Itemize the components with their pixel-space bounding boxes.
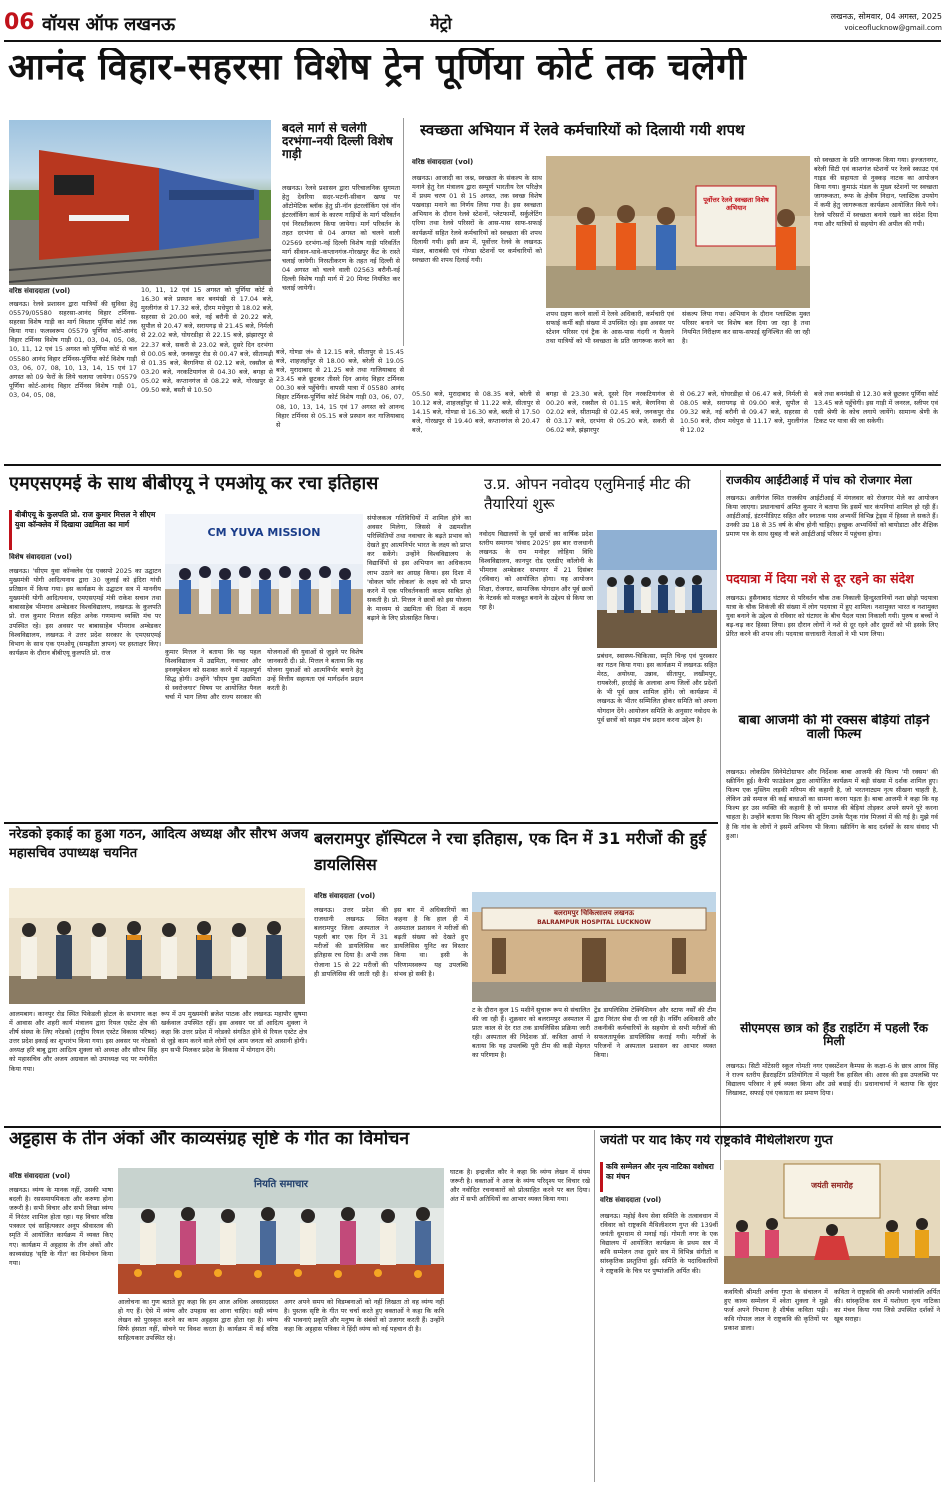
padyatra-headline: पदयात्रा में दिया नशे से दूर रहने का संदेश (726, 572, 914, 586)
atthas-banner-text: नियति समाचार (253, 1179, 309, 1190)
maithili-body-3: कविता ने राष्ट्रकवि की अपनी भावांजलि अर्पित की। सांस्कृतिक सत्र में यशोधरा नृत्य नाटिका का मंचन किया गया जिसे उपस्थित दर्शकों ने खूब सराहा। (834, 1288, 940, 1324)
atthas-photo (118, 1168, 444, 1294)
atthas-body-4: घाटक है। इन्द्रजीत कौर ने कहा कि व्यंग्य लेखन में संयम जरूरी है। वक्ताओं ने आज के व्यंग्य परिदृश्य पर विचार रखे और नवोदित रचनाकारों को प्रोत्साहित करने पर बल दिया। अंत में सभी अतिथियों का आभार व्यक्त किया गया। (450, 1168, 590, 1204)
main-byline: वरिष्ठ संवाददाता (vol) (9, 287, 71, 295)
main-body-7: बजे तथा बनमंखी से 12.30 बजे छूटकर पूर्णिया कोर्ट 13.45 बजे पहुँचेगी। इस गाड़ी में जनरल, स्लीपर एवं एसी श्रेणी के कोच लगाये जायेंगे। सामान्य श्रेणी के टिकट पर यात्रा की जा सकेगी। (814, 390, 938, 426)
cms-body: लखनऊ। सिटी मोंटेसरी स्कूल गोमती नगर एक्सटेंशन कैम्पस के कक्षा-6 के छात्र आरव सिंह ने राज्य स्तरीय हैंडराइटिंग प्रतियोगिता में पहली रैंक हासिल की। आरव की इस उपलब्धि पर विद्यालय परिवार ने हर्ष व्यक्त किया और उसे बधाई दी। प्रधानाचार्या ने बताया कि सुंदर लिखावट, सफाई एवं एकाग्रता का प्रमाण दिया। (726, 1062, 938, 1098)
iti-body: लखनऊ। अलीगंज स्थित राजकीय आईटीआई में मंगलवार को रोजगार मेले का आयोजन किया जाएगा। प्रधानाचार्य अमित कुमार ने बताया कि इसमें चार कंपनियां शामिल हो रही हैं। आईटीआई, इंटरमीडिएट सहित और स्नातक पास अभ्यर्थी विभिन्न ट्रेड्स में हिस्सा ले सकते हैं। उनकी उम्र 18 से 35 वर्ष के बीच होनी चाहिए। इच्छुक अभ्यर्थियों को बायोडाटा और शैक्षिक प्रमाण पत्र के साथ सुबह नौ बजे आईटीआई परिसर में पहुंचना होगा। (726, 494, 938, 539)
bbau-subhead: बीबीएयू के कुलपति प्रो. राज कुमार मित्तल ने सीएम युवा कॉन्क्लेव में दिखाया उद्यमिता का मार्ग (9, 510, 159, 550)
paper-name: वॉयस ऑफ लखनऊ (42, 14, 176, 35)
maithili-body-2: कवयित्री श्रीमती अर्चना गुप्ता के संचालन में हुए काव्य सम्मेलन में श्वेता शुक्ला ने मुझे फर्ज अपने निभाना है शीर्षक कविता पढ़ी। कवि गोपाल लाल ने राष्ट्रकवि की कृतियों पर प्रकाश डाला। (724, 1288, 828, 1333)
hospital-sign-hindi: बलरामपुर चिकित्सालय लखनऊ (554, 909, 634, 917)
iti-headline: राजकीय आईटीआई में पांच को रोजगार मेला (726, 474, 912, 487)
swachhta-photo (546, 156, 810, 308)
main-body-6: से 06.27 बजे, घोघरडीहा से 06.47 बजे, निर्मली से 08.05 बजे, सरायगढ़ से 09.00 बजे, सुपौल से 09.32 बजे, नई बरौनी से 09.47 बजे, सहरसा से 10.50 बजे, दौरम मधेपुरा से 11.17 बजे, मुरलीगंज से 12.02 (680, 390, 808, 435)
navodaya-body-2: प्रबंधन, स्वास्थ्य-चिकित्सा, स्मृति चिन्ह एवं पुरस्कार का गठन किया गया। इस कार्यक्रम में लखनऊ सहित मेरठ, अयोध्या, उन्नाव, सीतापुर, लखीमपुर, रायबरेली, हरदोई के अलावा अन्य जिलों और प्रदेशों के भी पूर्व छात्र शामिल होंगे। जो कार्यक्रम में लखनऊ के भीतर सम्मिलित होकर समिति को अपना योगदान देंगे। आयोजन समिति के अनुसार नवोदय के पूर्व छात्रों को साझा मंच प्रदान करना उद्देश्य है। (597, 652, 717, 724)
bbau-byline: विशेष संवाददाता (vol) (9, 553, 73, 561)
masthead (0, 0, 945, 40)
page-number: 06 (4, 10, 35, 35)
atthas-body-2: आलोचना का गुण बताते हुए कहा कि हम आज अधिक अवसादग्रस्त हो गए हैं। ऐसे में व्यंग्य और उपहास का आना चाहिए। सही व्यंग्य लेखन को पुरस्कृत करने का काम अट्टहास द्वारा होता रहा है। व्यंग्य सिर्फ हंसाता नहीं, सोचने पर विवश करता है। कार्यक्रम में कई वरिष्ठ साहित्यकार उपस्थित रहे। (118, 1298, 278, 1343)
maithili-headline: जयंती पर याद किए गये राष्ट्रकवि मैथिलीशरण गुप्त (600, 1134, 833, 1148)
navodaya-body-1: नवोदय विद्यालयों के पूर्व छात्रों का वार्षिक प्रदेश स्तरीय समागम 'संवाद 2025' इस बार राजधानी लखनऊ के राम मनोहर लोहिया विधि विश्वविद्यालय, कानपुर रोड एलडीए कॉलोनी के भीमराव अम्बेडकर सभागार में 21 दिसंबर (रविवार) को आयोजित होगा। यह आयोजन शिक्षा, रोजगार, सामाजिक योगदान और पूर्व छात्रों के नेटवर्क को मजबूत बनाने के उद्देश्य से किया जा रहा है। (479, 530, 593, 611)
swachhta-banner-text: पूर्वोत्तर रेलवे स्वच्छता विशेष अभियान (703, 196, 769, 213)
main-body-3: बजे, गोण्डा जं० से 12.15 बजे, सीतापुर से 15.45 बजे, शाहजहाँपुर से 18.00 बजे, बरेली से 19.05 बजे, मुरादाबाद से 21.25 बजे तथा गाजियाबाद से 23.45 बजे छूटकर तीसरे दिन आनंद विहार टर्मिनस 00.30 बजे पहुँचेगी। वापसी यात्रा में 05580 आनंद विहार टर्मिनस-पूर्णिया कोर्ट विशेष गाड़ी 03, 06, 07, 08, 10, 13, 14, 15 एवं 17 अगस्त को आनन्द विहार टर्मिनस से 05.15 बजे प्रस्थान कर गाजियाबाद से (276, 348, 404, 429)
atthas-byline: वरिष्ठ संवाददाता (vol) (9, 1172, 71, 1180)
cms-headline: सीएमएस छात्र को हैंड राइटिंग में पहली रैंक मिली (740, 1022, 928, 1049)
azmi-headline: बाबा आजमी की मी रक्सस बेड़ियां तोड़ने वाली फिल्म (738, 714, 930, 743)
balrampur-body-3: ट्रेंड डायलिसिस टेक्निशियन और स्टाफ नर्सों की टीम द्वारा निरंतर सेवा दी जा रही है। नर्सिंग अधिकारी और तकनीकी कर्मचारियों के सहयोग से सभी मरीजों की सफलतापूर्वक डायलिसिस कराई गयी। मरीजों के परिजनों ने अस्पताल प्रशासन का आभार व्यक्त किया। (594, 1006, 716, 1060)
darbhanga-headline: बदले मार्ग से चलेगी दरभंगा-नयी दिल्ली विशेष गाड़ी (282, 122, 393, 162)
maithili-byline: वरिष्ठ संवाददाता (vol) (600, 1196, 662, 1204)
bbau-body-2: कुमार मित्तल ने बताया कि यह पहल विश्वविद्यालय में उद्यमिता, नवाचार और इनक्यूबेशन को सशक्त करने में महत्वपूर्ण सिद्ध होगी। उन्होंने 'सीएम युवा उद्यमिता से स्वरोजगार' विषय पर आयोजित पैनल चर्चा में भाग लिया और राज्य सरकार की योजनाओं की युवाओं से जुड़ने पर विशेष जानकारी दी। प्रो. मित्तल ने बताया कि यह योजना युवाओं को आत्मनिर्भर बनाने हेतु उन्हें वित्तीय सहायता एवं मार्गदर्शन प्रदान करती है। (165, 648, 363, 702)
naredco-headline: नरेडको इकाई का हुआ गठन, आदित्य अध्यक्ष और सौरभ अजय महासचिव उपाध्यक्ष चयनित (9, 827, 309, 861)
main-body-4: 05.50 बजे, मुरादाबाद से 08.35 बजे, बरेली से 10.12 बजे, शाहजहाँपुर से 11.22 बजे, सीतापुर से 14.15 बजे, गोण्डा से 16.30 बजे, बस्ती से 17.50 बजे, गोरखपुर से 19.40 बजे, कप्तानगंज से 20.47 बजे, (412, 390, 540, 435)
cm-yuva-banner: CM YUVA MISSION (207, 526, 321, 539)
atthas-body-1: लखनऊ। व्यंग्य के मानक नहीं, उसकी भाषा बदली है। रससमायमिकता और करुणा होना जरूरी है। सभी विचार और सभी लिखा व्यंग्य में निरंतर शामिल होता रहा। यह विचार वरिष्ठ पत्रकार एवं साहित्यकार अनूप श्रीवास्तव की स्मृति में आयोजित कार्यक्रम में व्यक्त किए गए। कार्यक्रम में अट्टहास के तीन अंकों और काव्यसंग्रह 'सृष्टि के गीत' का विमोचन किया गया। (9, 1186, 113, 1267)
swachhta-byline: वरिष्ठ संवाददाता (vol) (412, 158, 474, 166)
main-body-1: लखनऊ। रेलवे प्रशासन द्वारा यात्रियों की सुविधा हेतु 05579/05580 सहरसा-आनंद विहार टर्मिनस-सहरसा विशेष गाड़ी का मार्ग विस्तार पूर्णिया कोर्ट तक किया गया। फलस्वरूप 05579 पूर्णिया कोर्ट-आनंद विहार टर्मिनस विशेष गाड़ी 01, 03, 04, 05, 08, 10, 11, 12 एवं 15 अगस्त को पूर्णिया कोर्ट से चल 05580 आनंद विहार टर्मिनस-पूर्णिया कोर्ट विशेष गाड़ी 03, 06, 07, 08, 10, 13, 14, 15 एवं 17 अगस्त को 09 फेरों के लिये चलाया जायेगा। 05579 पूर्णिया कोर्ट-आनंद विहार टर्मिनस विशेष गाड़ी 01, 03, 04, 05, 08, (9, 300, 137, 399)
swachhta-headline: स्वच्छता अभियान में रेलवे कर्मचारियों को दिलायी गयी शपथ (420, 122, 745, 139)
bbau-headline: एमएसएमई के साथ बीबीएयू ने एमओयू कर रचा इतिहास (9, 474, 379, 494)
swachhta-body-1: लखनऊ। आजादी का जश्न, स्वच्छता के संकल्प के साथ मनाने हेतु रेल मंत्रालय द्वारा सम्पूर्ण भारतीय रेल परिक्षेत्र में प्रथम चरण 01 से 15 अगस्त, तक स्वच्छ विशेष पखवाड़ा मनाने का निर्णय लिया गया है। इस स्वच्छता अभियान के दौरान रेलवे स्टेशनों, प्लेटफार्मों, सर्कुलेटिंग एरिया तथा रेलवे परिसरों के आस-पास साफ-सफाई कार्यक्रमों सहित रेलवे कर्मचारियों को स्वच्छता की शपथ दिलायी गयी। इसी क्रम में, पूर्वोत्तर रेलवे के लखनऊ मंडल, बाराबंकी एवं गोण्डा स्टेशनों पर कर्मचारियों को स्वच्छता की शपथ दिलाई गयी। (412, 174, 542, 264)
train-photo (9, 120, 271, 285)
darbhanga-body: लखनऊ। रेलवे प्रशासन द्वारा परिचालनिक सुगमता हेतु देवरिया सदर-भटनी-सीवान खण्ड पर ऑटोमेटिक ब्लॉक हेतु प्री-नॉन इंटरलॉकिंग एवं नॉन इंटरलॉकिंग कार्य के कारण गाड़ियों के मार्ग परिवर्तन एवं निरस्तीकरण किया जायेगा। मार्ग परिवर्तन के तहत दरभंगा से 04 अगस्त को चलने वाली 02569 दरभंगा-नई दिल्ली विशेष गाड़ी परिवर्तित मार्ग सीवान-थावे-कप्तानगंज-गोरखपुर कैंट के रास्ते चलाई जायेगी। निरस्तीकरण के तहत नई दिल्ली से 04 अगस्त को चलने वाली 02563 बरौनी-नई दिल्ली विशेष गाड़ी मार्ग में 20 मिनट नियंत्रित कर चलाई जायेगी। (282, 184, 400, 293)
navodaya-headline: उ.प्र. ओपन नवोदय एलुमिनाई मीट की तैयारियां शुरू (484, 475, 691, 514)
balrampur-body-2: ट के दौरान कुल 15 मशीनें सुचारू रूप से संचालित की जा रही हैं। शुक्रवार को बलरामपुर अस्पताल में प्रातः काल से देर रात तक डायलिसिस प्रक्रिया जारी रही। अस्पताल की निदेशक डॉ. कविता आर्या ने बताया कि यह उपलब्धि पूरी टीम की कड़ी मेहनत का परिणाम है। (472, 1006, 590, 1060)
atthas-body-3: अगर अपने समय को विडम्बनाओं को नहीं लिखता तो वह व्यंग्य नहीं है। पुस्तक सृष्टि के गीत पर चर्चा करते हुए वक्ताओं ने कहा कि कवि की भावनाएं प्रकृति और मनुष्य के संबंधों को उजागर करती हैं। उन्होंने कहा कि अट्टहास पत्रिका ने हिंदी व्यंग्य को नई पहचान दी है। (284, 1298, 444, 1334)
section-name: मेट्रो (430, 14, 452, 33)
maithili-body-1: लखनऊ। महोई वैश्य सेवा समिति के तत्वावधान में रविवार को राष्ट्रकवि मैथिलीशरण गुप्त की 139वीं जयंती धूमधाम से मनाई गई। गोमती नगर के एक विद्यालय में आयोजित कार्यक्रम के प्रथम सत्र में कवि सम्मेलन तथा दूसरे सत्र में विभिन्न संगीतो व सांस्कृतिक प्रस्तुतियां हुईं। समिति के पदाधिकारियों ने राष्ट्रकवि के चित्र पर पुष्पांजलि अर्पित की। (600, 1212, 718, 1275)
balrampur-headline: बलरामपुर हॉस्पिटल ने रचा इतिहास, एक दिन में 31 मरीजों की हुई डायलिसिस (314, 829, 707, 874)
azmi-body: लखनऊ। लोकप्रिय सिनेमेटोग्राफर और निर्देशक बाबा आजमी की फिल्म 'मी रक्सम' की स्क्रीनिंग हुई। कैफी फाउंडेशन द्वारा आयोजित कार्यक्रम में बड़ी संख्या में दर्शक शामिल हुए। फिल्म एक मुस्लिम लड़की मरियम की कहानी है, जो भरतनाट्यम नृत्य सीखना चाहती है, लेकिन उसे समाज की कई बाधाओं का सामना करना पड़ता है। बाबा आजमी ने कहा कि यह फिल्म हर उस व्यक्ति की कहानी है जो समाज की बेड़ियां तोड़कर अपने सपने पूरे करना चाहता है। उन्होंने बताया कि फिल्म की शूटिंग उनके पैतृक गांव मिजवां में की गई है। मुझे गर्व है कि गांव के लोगों ने इसमें अभिनय भी किया। स्क्रीनिंग के बाद दर्शकों के साथ संवाद भी हुआ। (726, 768, 938, 840)
bbau-photo (165, 514, 363, 644)
naredco-body-2: रूप में उप मुख्यमंत्री ब्रजेश पाठक और लखनऊ महापौर सुषमा खर्कवाल उपस्थित रहीं। इस अवसर पर डॉ आदित्य शुक्ला ने कहा कि उत्तर प्रदेश में नरेडको संगठित होने से रियल एस्टेट क्षेत्र से जुड़े काम करने वाले लोगों एवं आम जनता को आसानी होगी। हम सभी मिलकर प्रदेश के विकास में योगदान देंगे। (161, 1010, 307, 1055)
navodaya-photo (597, 530, 717, 648)
atthas-headline: अट्टहास के तीन अंकों और काव्यसंग्रह सृष्टि के गीत का विमोचन (9, 1130, 410, 1149)
hospital-sign-english: BALRAMPUR HOSPITAL LUCKNOW (537, 919, 651, 926)
bbau-body-3: संयोजकत्व गतिविधियों में शामिल होने का अवसर मिलेगा, जिससे वे उद्यमशील परिस्थितियों तथा नवाचार के बढ़ते प्रभाव को देखते हुए आत्मनिर्भर भारत के लक्ष्य को प्राप्त कर सकेंगे। उन्होंने विश्वविद्यालय के विद्यार्थियों से इस अभियान का अधिकतम लाभ उठाने का आग्रह किया। इस दिशा में 'वोकल फॉर लोकल' के लक्ष्य को भी प्राप्त करने में एक परिवर्तनकारी कदम साबित हो सकती है। प्रो. मित्तल ने छात्रों को इस योजना के माध्यम से उद्यमिता की दिशा में कदम बढ़ाने के लिए प्रोत्साहित किया। (367, 514, 471, 623)
main-body-2: 10, 11, 12 एवं 15 अगस्त को पूर्णिया कोर्ट से 16.30 बजे प्रस्थान कर बनमंखी से 17.04 बजे, मुरलीगंज से 17.32 बजे, दौरम मधेपुरा से 18.02 बजे, सहरसा से 20.00 बजे, नई बरौनी से 20.22 बजे, सुपौल से 20.47 बजे, सरायगढ़ से 21.45 बजे, निर्मली से 22.02 बजे, घोघरडीहा से 22.15 बजे, झंझारपुर से 22.37 बजे, सकरी से 23.02 बजे, दूसरे दिन दरभंगा से 00.05 बजे, जनकपुर रोड से 00.47 बजे, सीतामढ़ी से 01.35 बजे, बैरगनिया से 02.12 बजे, रक्सौल से 03.20 बजे, नरकटियागंज से 04.30 बजे, बगहा से 05.02 बजे, कप्तानगंज से 08.22 बजे, गोरखपुर से 09.50 बजे, बस्ती से 10.50 (141, 286, 273, 395)
dateline: लखनऊ, सोमवार, 04 अगस्त, 2025 (830, 12, 942, 21)
maithili-subhead: कवि सम्मेलन और नृत्य नाटिका वशोधरा का मंचन (600, 1162, 718, 1192)
balrampur-body-1: लखनऊ। उत्तर प्रदेश की राजधानी लखनऊ स्थित बलरामपुर जिला अस्पताल ने पहली बार एक दिन में 31 मरीजों की डायलिसिस कर इतिहास रच दिया है। अभी तक रोजाना 15 से 22 मरीजों की ही डायलिसिस की जाती रही है। इस बार में अधिकारियों का कहना है कि हाल ही में अस्पताल प्रशासन ने मरीजों की बढ़ती संख्या को देखते हुए डायलिसिस यूनिट का विस्तार किया था। इसी के परिणामस्वरूप यह उपलब्धि संभव हो सकी है। (314, 906, 468, 978)
naredco-photo (9, 888, 305, 1004)
balrampur-byline: वरिष्ठ संवाददाता (vol) (314, 892, 376, 900)
swachhta-body-2: शपथ ग्रहण करने वालों में रेलवे अधिकारी, कर्मचारी एवं सफाई कर्मी बड़ी संख्या में उपस्थित रहे। इस अवसर पर स्टेशन परिसर एवं ट्रैक के आस-पास गंदगी न फैलाने तथा यात्रियों को भी स्वच्छता के प्रति जागरूक करने का संकल्प लिया गया। अभियान के दौरान प्लास्टिक मुक्त परिसर बनाने पर विशेष बल दिया जा रहा है तथा नियमित निरीक्षण कर साफ-सफाई सुनिश्चित की जा रही है। (546, 310, 810, 346)
main-body-5: बगहा से 23.30 बजे, दूसरे दिन नरकटियागंज से 00.20 बजे, रक्सौल से 01.15 बजे, बैरगनिया से 02.02 बजे, सीतामढ़ी से 02.45 बजे, जनकपुर रोड से 03.17 बजे, दरभंगा से 05.20 बजे, सकरी से 06.02 बजे, झंझारपुर (546, 390, 674, 435)
maithili-photo (724, 1160, 940, 1284)
darbhanga-box (276, 118, 404, 346)
email: voiceoflucknow@gmail.com (844, 24, 942, 32)
main-headline: आनंद विहार-सहरसा विशेष ट्रेन पूर्णिया कोर्ट तक चलेगी (8, 48, 747, 88)
padyatra-body: लखनऊ। हुसैनाबाद घंटाघर से परिवर्तन चौक तक निकाली हिन्दुस्तानियों नशा छोड़ो पदयात्रा यात्रा के चौक शिकंजी की संख्या में लोग पदयात्रा में हुए शामिल। नशामुक्त भारत व नशामुक्त युवा बनाने के उद्देश्य से रविवार को घंटाघर के बीच पैदल यात्रा निकाली गयी। पुरुष व बच्चों ने बढ़-चढ़ कर हिस्सा लिया। इस दौरान लोगों ने नशे से दूर रहने और दूसरों को भी इसके लिए प्रेरित करने की शपथ ली। पदयात्रा सत्ताधारी नेताओं ने भी भाग लिया। (726, 594, 938, 639)
bbau-body-1: लखनऊ। 'सीएम युवा कॉन्क्लेव एंड एक्सपो 2025 का उद्घाटन मुख्यमंत्री योगी आदित्यनाथ द्वारा 30 जुलाई को इंदिरा गांधी प्रतिष्ठान में किया गया। इस कार्यक्रम के उद्घाटन सत्र में माननीय मुख्यमंत्री योगी आदित्यनाथ, एमएसएमई मंत्री राकेश सचान तथा बाबासाहेब भीमराव अम्बेडकर विश्वविद्यालय, लखनऊ के कुलपति प्रो. राज कुमार मित्तल सहित अनेक गणमान्य व्यक्ति मंच पर उपस्थित रहे। इस अवसर पर बाबासाहेब भीमराव अम्बेडकर विश्वविद्यालय, लखनऊ ने उत्तर प्रदेश सरकार के एमएसएमई विभाग के साथ एक एमओयू (समझौता ज्ञापन) पर हस्ताक्षर किए। कार्यक्रम के दौरान बीबीएयू कुलपति प्रो. राज (9, 567, 161, 657)
naredco-body-1: आलमबाग। कानपुर रोड स्थित पिकेडली होटल के सभागार कक्ष में आवास और शहरी कार्य मंत्रालय द्वारा रियल एस्टेट क्षेत्र की शीर्ष संस्था के लिए नरेडको (राष्ट्रीय रियल एस्टेट विकास परिषद) उत्तर प्रदेश इकाई का शुभारंभ किया गया। इस अवसर पर नरेडको अध्यक्ष हरि बाबू द्वारा आदित्य शुक्ला को अध्यक्ष और सौरभ सिंह को महासचिव और अजय अग्रवाल को उपाध्यक्ष पद पर मनोनीत किया गया। (9, 1010, 157, 1073)
balrampur-photo (472, 892, 716, 1002)
maithili-banner-text: जयंती समारोह (811, 1181, 853, 1190)
swachhta-body-3: सो स्वच्छता के प्रति जागरूक किया गया। इज्जतनगर, बरेली सिटी एवं काशगंज स्टेशनों पर रेलवे स्काउट एवं गाइड की सहायता से नुक्कड़ नाटक का आयोजन किया गया। कुमाऊं मंडल के मुख्य स्टेशनों पर स्वच्छता जागरूकता, रूफ के क्षेत्रीय निदान, प्लास्टिक उपयोग में कमी हेतु जागरूकता कार्यक्रम आयोजित किये गये। रेलवे परिसरों में स्वच्छता बनाये रखने का संदेश दिया गया और यात्रियों से सहयोग की अपील की गयी। (814, 156, 938, 228)
